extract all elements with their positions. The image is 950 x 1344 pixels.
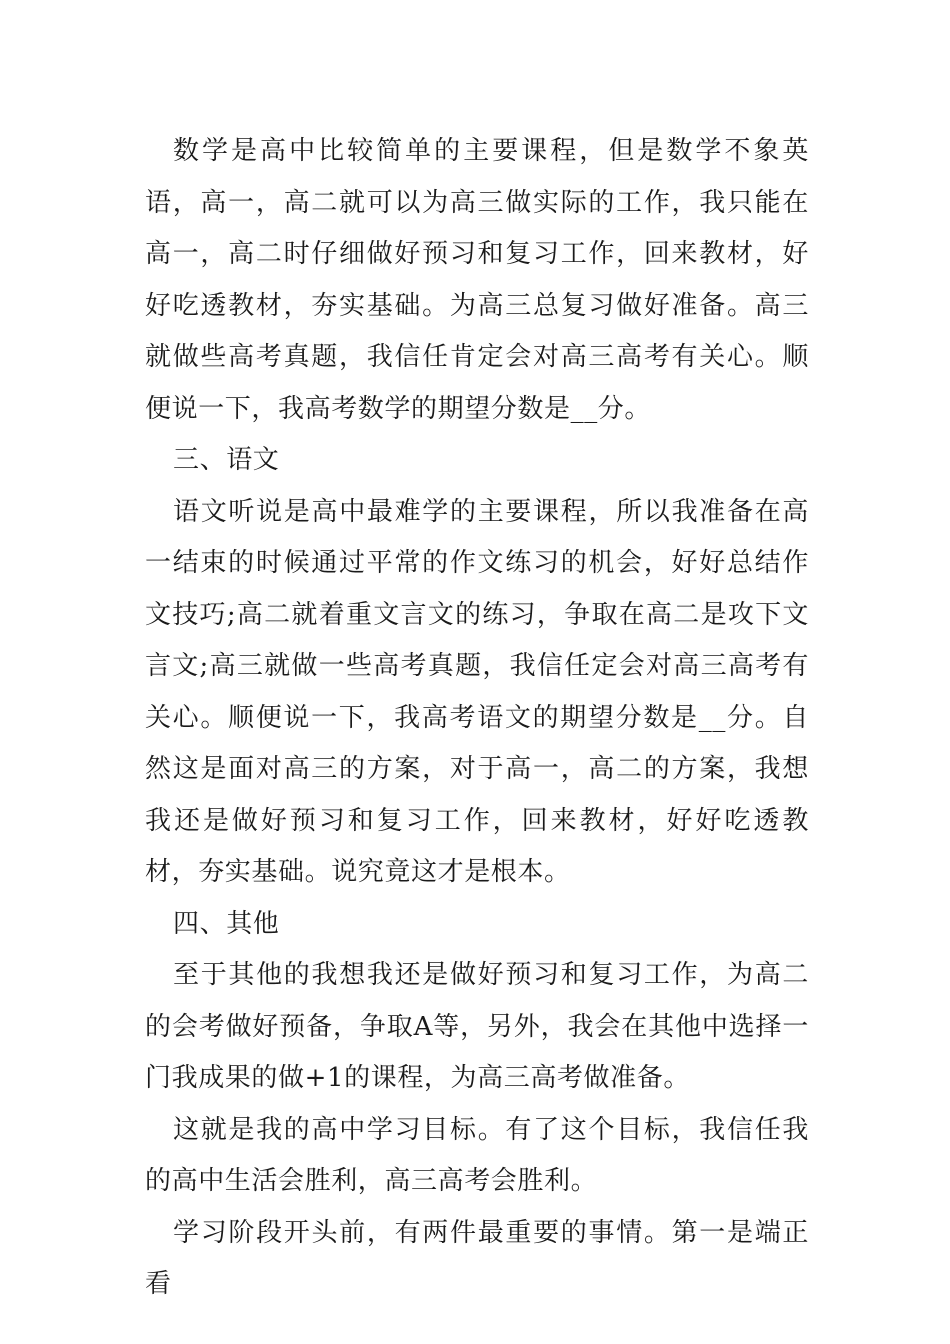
paragraph-math: 数学是高中比较简单的主要课程，但是数学不象英语，高一，高二就可以为高三做实际的工作，我只能在高一，高二时仔细做好预习和复习工作，回来教材，好好吃透教材，夯实基础。为高三总复习做好准备。高三就做些高考真题，我信任肯定会对高三高考有关心。顺便说一下，我高考数学的期望分数是__分。 [145,136,809,424]
section-heading-chinese: 三、语文 [173,445,280,475]
document-body [145,126,809,1311]
paragraph-goal-summary: 这就是我的高中学习目标。有了这个目标，我信任我的高中生活会胜利，高三高考会胜利。 [145,1114,809,1196]
paragraph-chinese: 语文听说是高中最难学的主要课程，所以我准备在高一结束的时候通过平常的作文练习的机会，好好总结作文技巧;高二就着重文言文的练习，争取在高二是攻下文言文;高三就做一些高考真题，我信任定会对高三高考有关心。顺便说一下，我高考语文的期望分数是__分。自然这是面对高三的方案，对于高一，高二的方案，我想我还是做好预习和复习工作，回来教材，好好吃透教材，夯实基础。说究竟这才是根本。 [145,496,809,887]
paragraph-other: 至于其他的我想我还是做好预习和复习工作，为高二的会考做好预备，争取A等，另外，我会在其他中选择一门我成果的做+1的课程，为高三高考做准备。 [145,960,809,1093]
paragraph-study-start: 学习阶段开头前，有两件最重要的事情。第一是端正看 [145,1217,809,1299]
section-heading-other: 四、其他 [173,908,280,939]
